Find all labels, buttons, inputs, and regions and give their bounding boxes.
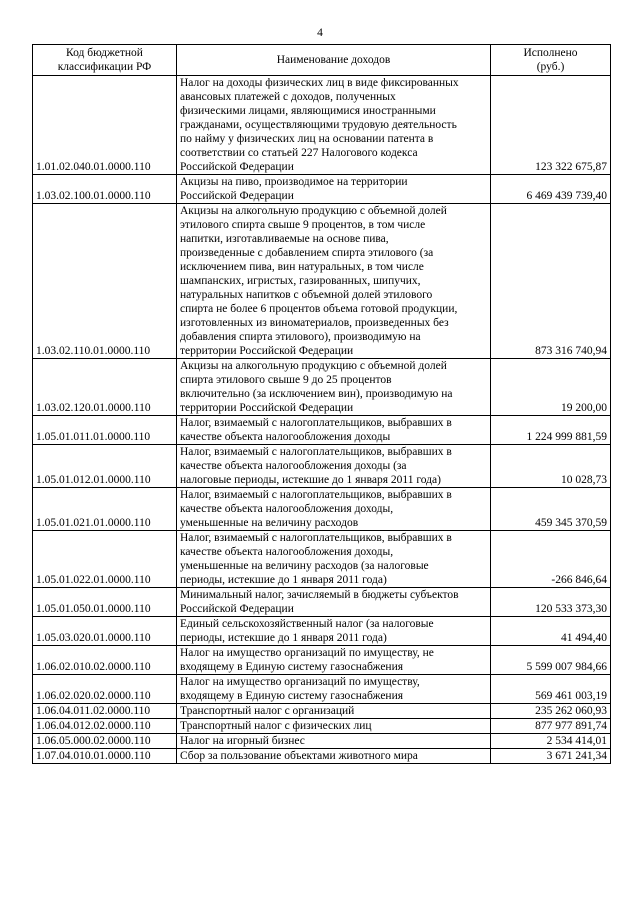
revenue-name-line: входящему в Единую систему газоснабжения: [180, 661, 404, 673]
revenue-name-line: Акцизы на алкогольную продукцию с объемной долей: [180, 205, 447, 217]
revenue-name-line: Акцизы на алкогольную продукцию с объемной долей: [180, 360, 447, 372]
classification-code: 1.06.02.010.02.0000.110: [33, 646, 177, 675]
table-row: [33, 416, 611, 445]
revenue-name-line: Акцизы на пиво, производимое на территории: [180, 176, 408, 188]
revenue-name-line: спирта не более 6 процентов объема готовой продукции,: [180, 303, 458, 315]
revenue-name-line: Минимальный налог, зачисляемый в бюджеты субъектов: [180, 589, 459, 601]
executed-amount: 41 494,40: [491, 617, 611, 646]
executed-amount: 2 534 414,01: [491, 734, 611, 749]
revenue-name-line: Российской Федерации: [180, 603, 294, 615]
revenue-name: [177, 416, 491, 445]
revenue-name: [177, 204, 491, 359]
table-row: [33, 204, 611, 359]
classification-code: 1.05.01.050.01.0000.110: [33, 588, 177, 617]
executed-amount: 5 599 007 984,66: [491, 646, 611, 675]
revenue-name-line: спирта этилового свыше 9 до 25 процентов: [180, 374, 392, 386]
revenue-name-line: Налог, взимаемый с налогоплательщиков, выбравших в: [180, 489, 452, 501]
classification-code: 1.07.04.010.01.0000.110: [33, 749, 177, 764]
classification-code: 1.01.02.040.01.0000.110: [33, 76, 177, 175]
table-row: [33, 704, 611, 719]
executed-amount: 877 977 891,74: [491, 719, 611, 734]
revenue-name-line: Российской Федерации: [180, 161, 294, 173]
revenue-name: [177, 359, 491, 416]
revenue-name-line: налоговые периоды, истекшие до 1 января 2011 года): [180, 474, 441, 486]
revenue-name: [177, 588, 491, 617]
header-amount: [491, 45, 611, 76]
executed-amount: 123 322 675,87: [491, 76, 611, 175]
classification-code: 1.06.05.000.02.0000.110: [33, 734, 177, 749]
revenue-name-line: уменьшенные на величину расходов: [180, 517, 359, 529]
classification-code: 1.05.01.012.01.0000.110: [33, 445, 177, 488]
revenue-name-line: натуральных напитков с объемной долей этилового: [180, 289, 433, 301]
revenue-name-line: Сбор за пользование объектами животного мира: [180, 750, 418, 762]
header-amount-line: Исполнено: [523, 47, 578, 59]
header-name-text: Наименование доходов: [276, 54, 391, 66]
revenue-name-line: произведенные с добавлением спирта этилового (за: [180, 247, 434, 259]
page-number: 4: [317, 27, 323, 39]
classification-code: 1.03.02.100.01.0000.110: [33, 175, 177, 204]
classification-code: 1.05.01.011.01.0000.110: [33, 416, 177, 445]
classification-code: 1.03.02.120.01.0000.110: [33, 359, 177, 416]
revenue-name-line: по найму у физических лиц на основании патента в: [180, 133, 434, 145]
classification-code: 1.03.02.110.01.0000.110: [33, 204, 177, 359]
classification-code: 1.05.01.021.01.0000.110: [33, 488, 177, 531]
revenue-name-line: уменьшенные на величину расходов (за налоговые: [180, 560, 429, 572]
revenue-name-line: добавления спирта этилового), производимую на: [180, 331, 421, 343]
table-row: [33, 175, 611, 204]
executed-amount: 569 461 003,19: [491, 675, 611, 704]
revenue-name-line: исключением пива, вин натуральных, в том числе: [180, 261, 424, 273]
executed-amount: 3 671 241,34: [491, 749, 611, 764]
revenue-name-line: Налог на доходы физических лиц в виде фиксированных: [180, 77, 459, 89]
header-code-line: Код бюджетной: [66, 47, 143, 59]
table-row: [33, 488, 611, 531]
table-row: [33, 719, 611, 734]
table-row: [33, 445, 611, 488]
revenue-name-line: Налог, взимаемый с налогоплательщиков, выбравших в: [180, 417, 452, 429]
revenue-name-line: физическими лицами, являющимися иностранными: [180, 105, 436, 117]
revenue-name-line: авансовых платежей с доходов, полученных: [180, 91, 396, 103]
revenue-name: [177, 704, 491, 719]
revenue-name-line: Транспортный налог с организаций: [180, 705, 355, 717]
revenue-name-line: качестве объекта налогообложения доходы,: [180, 503, 394, 515]
revenue-name: [177, 749, 491, 764]
table-row: [33, 359, 611, 416]
revenue-name-line: включительно (за исключением вин), производимую на: [180, 388, 453, 400]
revenue-name-line: периоды, истекшие до 1 января 2011 года): [180, 632, 387, 644]
revenue-name: [177, 488, 491, 531]
classification-code: 1.05.01.022.01.0000.110: [33, 531, 177, 588]
revenue-name-line: Налог, взимаемый с налогоплательщиков, выбравших в: [180, 446, 452, 458]
revenue-name-line: Налог, взимаемый с налогоплательщиков, выбравших в: [180, 532, 452, 544]
executed-amount: -266 846,64: [491, 531, 611, 588]
classification-code: 1.06.02.020.02.0000.110: [33, 675, 177, 704]
revenue-name-line: входящему в Единую систему газоснабжения: [180, 690, 404, 702]
classification-code: 1.06.04.011.02.0000.110: [33, 704, 177, 719]
revenue-name-line: качестве объекта налогообложения доходы,: [180, 546, 394, 558]
revenue-name-line: Налог на имущество организаций по имуществу,: [180, 676, 420, 688]
revenue-name-line: соответствии со статьей 227 Налогового кодекса: [180, 147, 418, 159]
revenue-name-line: качестве объекта налогообложения доходы: [180, 431, 391, 443]
revenue-name-line: Российской Федерации: [180, 190, 294, 202]
revenue-name-line: качестве объекта налогообложения доходы (за: [180, 460, 407, 472]
table-row: [33, 646, 611, 675]
revenue-name-line: напитки, изготавливаемые на основе пива,: [180, 233, 389, 245]
revenue-name: [177, 617, 491, 646]
executed-amount: 19 200,00: [491, 359, 611, 416]
revenue-name: [177, 734, 491, 749]
revenue-table: [32, 44, 611, 764]
revenue-name-line: шампанских, игристых, газированных, шипучих,: [180, 275, 421, 287]
table-row: [33, 675, 611, 704]
executed-amount: 6 469 439 739,40: [491, 175, 611, 204]
header-amount-line: (руб.): [536, 61, 565, 73]
classification-code: 1.06.04.012.02.0000.110: [33, 719, 177, 734]
revenue-name-line: изготовленных из виноматериалов, произведенных без: [180, 317, 449, 329]
revenue-name-line: периоды, истекшие до 1 января 2011 года): [180, 574, 387, 586]
table-row: [33, 588, 611, 617]
revenue-name: [177, 175, 491, 204]
revenue-name-line: Налог на игорный бизнес: [180, 735, 305, 747]
executed-amount: 120 533 373,30: [491, 588, 611, 617]
revenue-name: [177, 646, 491, 675]
revenue-name: [177, 445, 491, 488]
table-header-row: [33, 45, 611, 76]
revenue-name-line: гражданами, осуществляющими трудовую деятельность: [180, 119, 457, 131]
header-code-line: классификации РФ: [57, 61, 152, 73]
revenue-name: [177, 675, 491, 704]
revenue-name-line: территории Российской Федерации: [180, 345, 354, 357]
revenue-name-line: Единый сельскохозяйственный налог (за налоговые: [180, 618, 434, 630]
table-row: [33, 617, 611, 646]
revenue-name-line: территории Российской Федерации: [180, 402, 354, 414]
executed-amount: 459 345 370,59: [491, 488, 611, 531]
table-row: [33, 76, 611, 175]
executed-amount: 1 224 999 881,59: [491, 416, 611, 445]
table-row: [33, 749, 611, 764]
classification-code: 1.05.03.020.01.0000.110: [33, 617, 177, 646]
revenue-name-line: Транспортный налог с физических лиц: [180, 720, 372, 732]
executed-amount: 873 316 740,94: [491, 204, 611, 359]
header-code: [33, 45, 177, 76]
table-row: [33, 531, 611, 588]
revenue-name-line: этилового спирта свыше 9 процентов, в том числе: [180, 219, 426, 231]
executed-amount: 10 028,73: [491, 445, 611, 488]
revenue-name-line: Налог на имущество организаций по имуществу, не: [180, 647, 434, 659]
revenue-name: [177, 76, 491, 175]
header-name: [177, 45, 491, 76]
executed-amount: 235 262 060,93: [491, 704, 611, 719]
table-row: [33, 734, 611, 749]
revenue-name: [177, 531, 491, 588]
revenue-name: [177, 719, 491, 734]
